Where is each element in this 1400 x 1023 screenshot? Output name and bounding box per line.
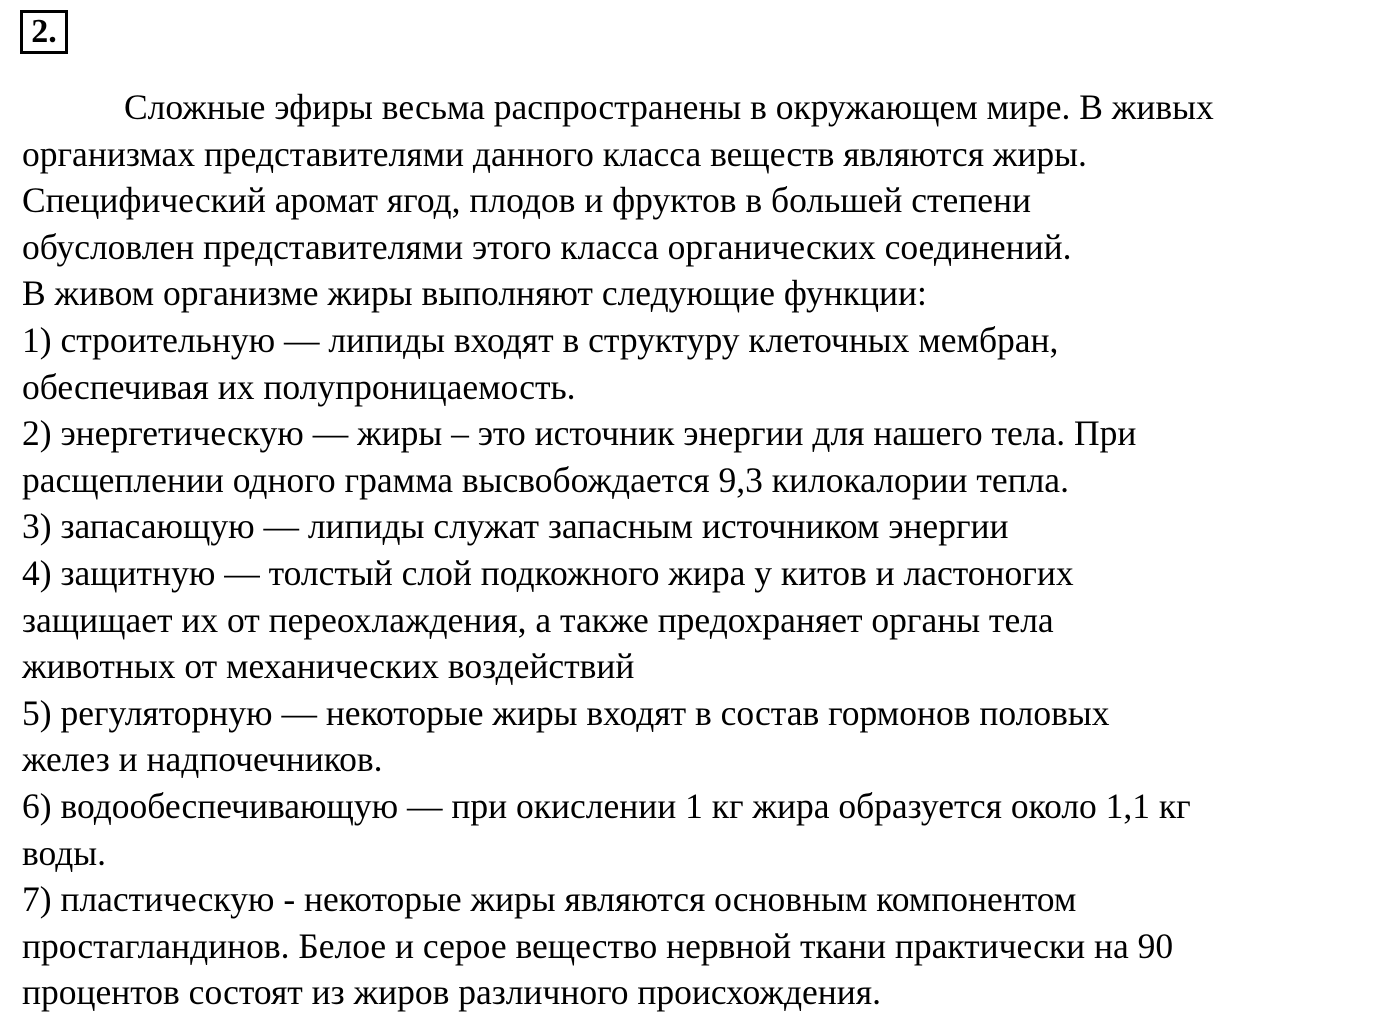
text-line: воды.	[22, 832, 107, 873]
list-item-6: 6) водообеспечивающую — при окислении 1 кг жира образуется около 1,1 кг	[22, 785, 1191, 826]
list-item-2: 2) энергетическую — жиры – это источник энергии для нашего тела. При	[22, 413, 1137, 454]
text-line: процентов состоят из жиров различного происхождения.	[22, 972, 881, 1013]
text-line: животных от механических воздействий	[22, 646, 635, 687]
document-text	[22, 84, 1382, 1016]
list-item-5: 5) регуляторную — некоторые жиры входят в состав гормонов половых	[22, 692, 1110, 733]
text-line: Сложные эфиры весьма распространены в окружающем мире. В живых	[124, 87, 1214, 127]
text-line: обеспечивая их полупроницаемость.	[22, 366, 576, 407]
text-line: защищает их от переохлаждения, а также предохраняет органы тела	[22, 599, 1054, 640]
list-item-1: 1) строительную — липиды входят в структуру клеточных мембран,	[22, 319, 1059, 360]
text-line: простагландинов. Белое и серое вещество нервной ткани практически на 90	[22, 925, 1174, 966]
text-line: В живом организме жиры выполняют следующие функции:	[22, 273, 927, 314]
text-line: расщеплении одного грамма высвобождается 9,3 килокалории тепла.	[22, 459, 1069, 500]
list-item-4: 4) защитную — толстый слой подкожного жира у китов и ластоногих	[22, 552, 1074, 593]
text-line: Специфический аромат ягод, плодов и фруктов в большей степени	[22, 180, 1032, 221]
list-item-7: 7) пластическую - некоторые жиры являются основным компонентом	[22, 879, 1077, 920]
text-line: желез и надпочечников.	[22, 739, 383, 780]
text-line: обусловлен представителями этого класса органических соединений.	[22, 226, 1072, 267]
list-item-3: 3) запасающую — липиды служат запасным источником энергии	[22, 506, 1009, 547]
task-number-box: 2.	[20, 10, 68, 54]
text-line: организмах представителями данного класса веществ являются жиры.	[22, 133, 1087, 174]
